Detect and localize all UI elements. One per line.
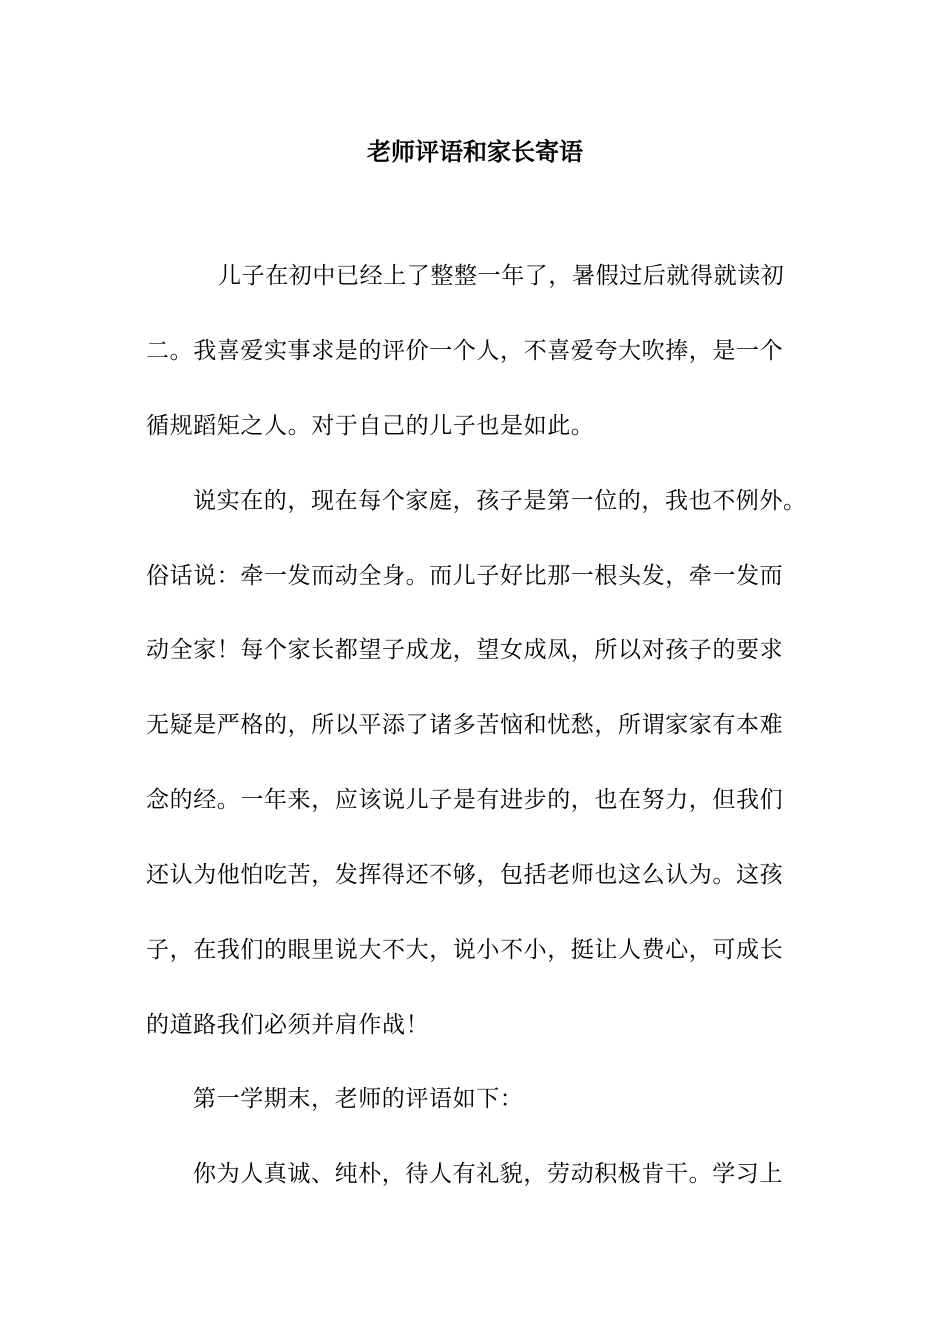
paragraph-line: 说实在的，现在每个家庭，孩子是第一位的，我也不例外。: [193, 488, 807, 514]
paragraph-line: 俗话说：牵一发而动全身。而儿子好比那一根头发，牵一发而: [146, 563, 784, 589]
paragraph-line: 循规蹈矩之人。对于自己的儿子也是如此。: [146, 413, 595, 439]
paragraph-line: 二。我喜爱实事求是的评价一个人，不喜爱夸大吹捧，是一个: [146, 338, 784, 364]
paragraph-line: 第一学期末，老师的评语如下：: [193, 1086, 524, 1112]
paragraph-line: 无疑是严格的，所以平添了诸多苦恼和忧愁，所谓家家有本难: [146, 712, 784, 738]
paragraph-line: 动全家！每个家长都望子成龙，望女成凤，所以对孩子的要求: [146, 637, 784, 663]
paragraph-line: 子，在我们的眼里说大不大，说小不小，挺让人费心，可成长: [146, 937, 784, 963]
paragraph-line: 的道路我们必须并肩作战！: [146, 1012, 430, 1038]
document-title: 老师评语和家长寄语: [367, 137, 583, 166]
paragraph-line: 你为人真诚、纯朴，待人有礼貌，劳动积极肯干。学习上: [193, 1161, 783, 1187]
paragraph-line: 还认为他怕吃苦，发挥得还不够，包括老师也这么认为。这孩: [146, 862, 784, 888]
paragraph-line: 念的经。一年来，应该说儿子是有进步的，也在努力，但我们: [146, 787, 784, 813]
paragraph-line: 儿子在初中已经上了整整一年了，暑假过后就得就读初: [218, 263, 785, 289]
